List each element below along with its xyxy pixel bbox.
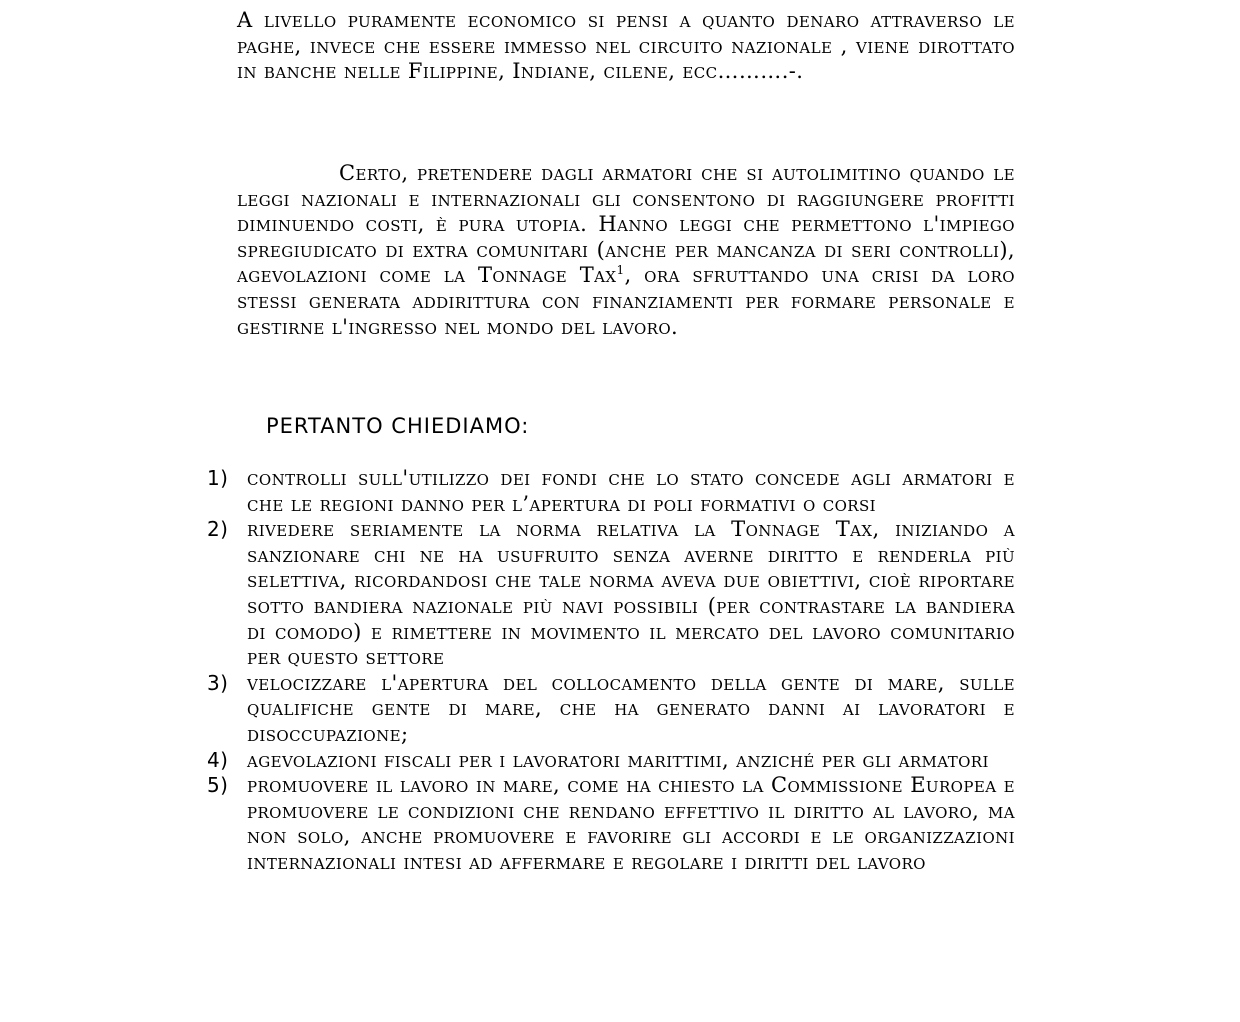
list-item-number: 2) <box>207 517 229 542</box>
requests-list <box>207 466 1015 876</box>
list-item-text: agevolazioni fiscali per i lavoratori marittimi, anziché per gli armatori <box>247 747 989 772</box>
paragraph-armatori-text-a: Certo, pretendere dagli armatori che si autolimitino quando le leggi nazionali e internazionali gli consentono di raggiungere profitti diminuendo costi, è pura utopia. Hanno leggi che permettono l'impiego spregiudicato di extra comunitari (anche per mancanza di seri controlli), agevolazioni come la Tonnage Tax <box>237 161 1015 288</box>
section-heading: PERTANTO CHIEDIAMO: <box>266 414 530 438</box>
paragraph-armatori <box>237 161 1015 340</box>
list-item-text: controlli sull'utilizzo dei fondi che lo stato concede agli armatori e che le regioni danno per l’apertura di poli formativi o corsi <box>247 466 1015 516</box>
list-item-text: velocizzare l'apertura del collocamento della gente di mare, sulle qualifiche gente di mare, che ha generato danni ai lavoratori e disoccupazione; <box>247 670 1015 746</box>
paragraph-economic: A livello puramente economico si pensi a quanto denaro attraverso le paghe, invece che essere immesso nel circuito nazionale , viene dirottato in banche nelle Filippine, Indiane, cilene, ecc……….-. <box>237 8 1015 84</box>
list-item-text: rivedere seriamente la norma relativa la Tonnage Tax, iniziando a sanzionare chi ne ha usufruito senza averne diritto e renderla più selettiva, ricordandosi che tale norma aveva due obiettivi, cioè riportare sotto bandiera nazionale più navi possibili (per contrastare la bandiera di comodo) e rimettere in movimento il mercato del lavoro comunitario per questo settore <box>247 517 1015 670</box>
footnote-marker[interactable]: 1 <box>616 263 625 278</box>
list-item <box>207 773 1015 875</box>
list-item-number: 5) <box>207 773 229 798</box>
list-item-text: promuovere il lavoro in mare, come ha chiesto la Commissione Europea e promuovere le condizioni che rendano effettivo il diritto al lavoro, ma non solo, anche promuovere e favorire gli accordi e le organizzazioni internazionali intesi ad affermare e regolare i diritti del lavoro <box>247 773 1015 874</box>
list-item <box>207 748 1015 774</box>
list-item-number: 3) <box>207 670 229 695</box>
list-item-number: 4) <box>207 747 229 772</box>
list-item <box>207 671 1015 748</box>
paragraph-armatori-text-b: , ora sfruttando una crisi da loro stessi generata addirittura con finanziamenti per formare personale e gestirne l'ingresso nel mondo del lavoro. <box>237 263 1015 339</box>
list-item <box>207 466 1015 517</box>
list-item-number: 1) <box>207 466 229 490</box>
list-item <box>207 517 1015 671</box>
